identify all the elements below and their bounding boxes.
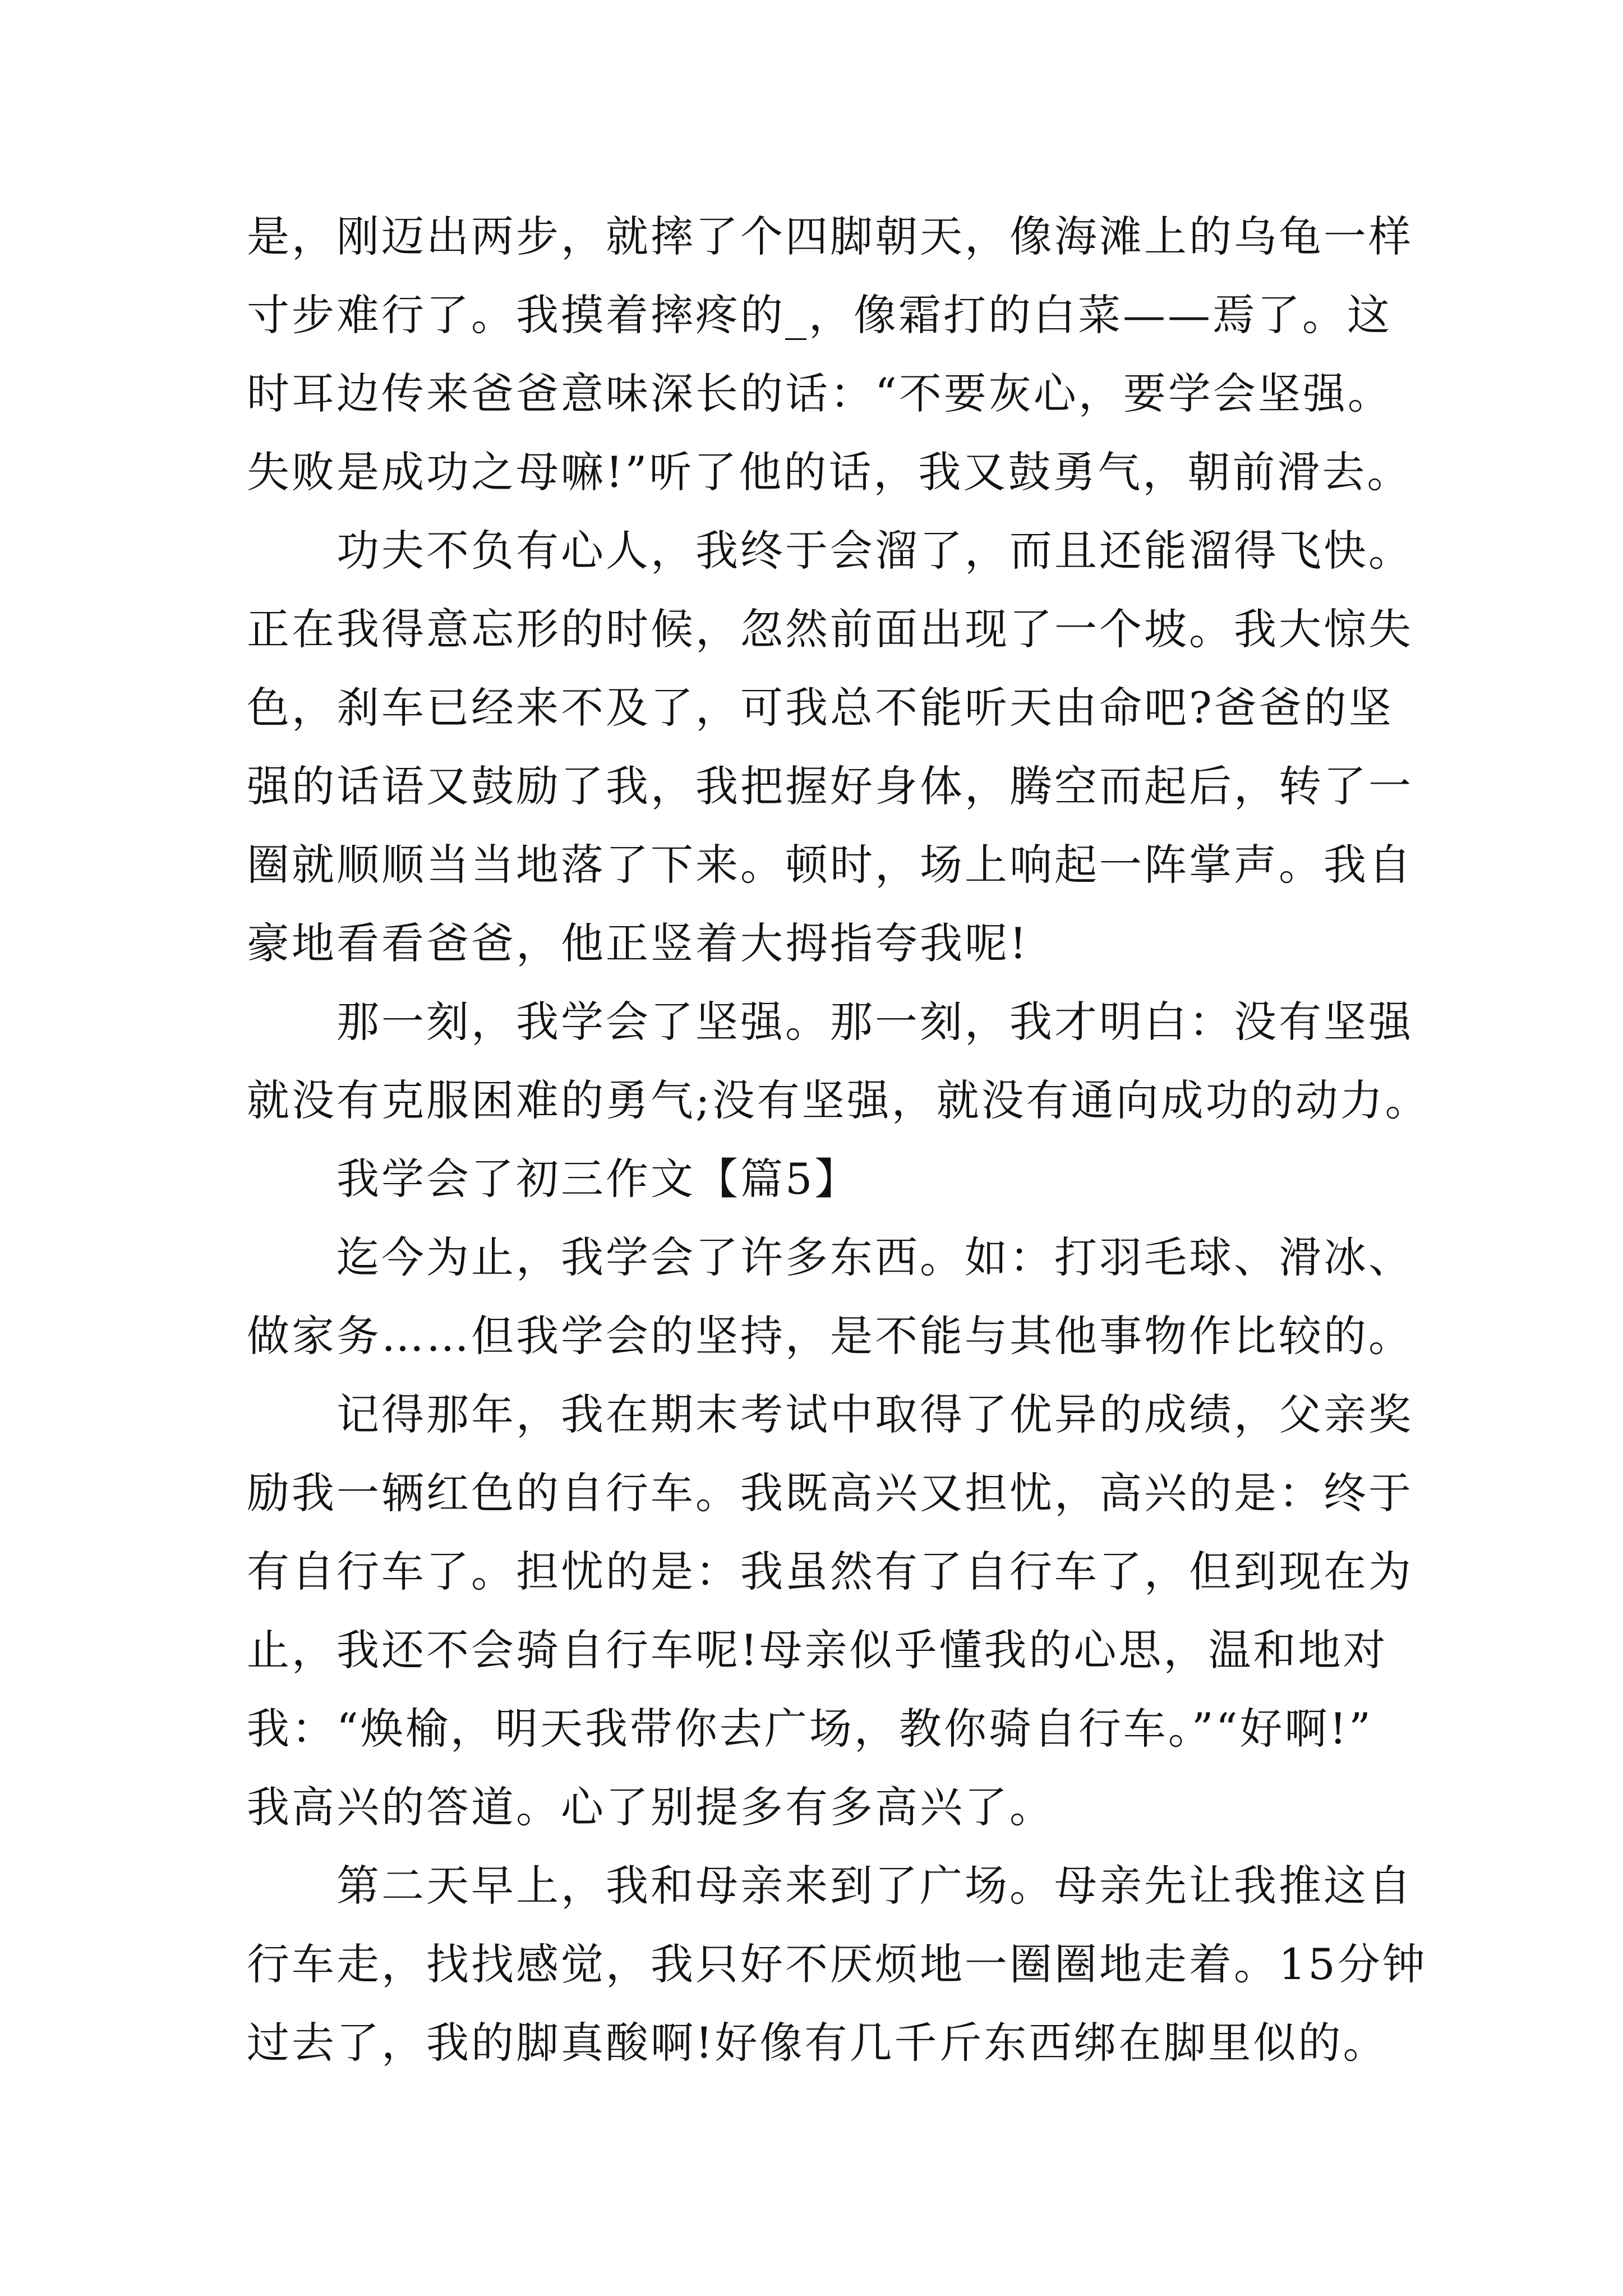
text-line: 行车走，找找感觉，我只好不厌烦地一圈圈地走着。15分钟 bbox=[247, 1939, 1427, 1989]
text-line: 正在我得意忘形的时候，忽然前面出现了一个坡。我大惊失 bbox=[247, 604, 1413, 654]
text-line: 励我一辆红色的自行车。我既高兴又担忧，高兴的是：终于 bbox=[247, 1468, 1413, 1518]
section-heading: 我学会了初三作文【篇5】 bbox=[336, 1154, 860, 1204]
paragraph-first-line: 第二天早上，我和母亲来到了广场。母亲先让我推这自 bbox=[336, 1861, 1413, 1911]
text-line: 做家务……但我学会的坚持，是不能与其他事物作比较的。 bbox=[247, 1311, 1413, 1361]
paragraph-first-line: 那一刻，我学会了坚强。那一刻，我才明白：没有坚强 bbox=[336, 997, 1413, 1047]
text-line: 有自行车了。担忧的是：我虽然有了自行车了，但到现在为 bbox=[247, 1547, 1413, 1596]
text-line: 圈就顺顺当当地落了下来。顿时，场上响起一阵掌声。我自 bbox=[247, 840, 1413, 890]
paragraph-first-line: 迄今为止，我学会了许多东西。如：打羽毛球、滑冰、 bbox=[336, 1232, 1413, 1282]
text-line: 过去了，我的脚真酸啊!好像有几千斤东西绑在脚里似的。 bbox=[247, 2018, 1388, 2068]
text-line: 我：“焕榆，明天我带你去广场，教你骑自行车。”“好啊!” bbox=[247, 1704, 1373, 1754]
text-line: 我高兴的答道。心了别提多有多高兴了。 bbox=[247, 1782, 1054, 1832]
text-line: 止，我还不会骑自行车呢!母亲似乎懂我的心思，温和地对 bbox=[247, 1625, 1388, 1675]
text-line: 寸步难行了。我摸着摔疼的_，像霜打的白菜——焉了。这 bbox=[247, 290, 1392, 340]
text-line: 色，刹车已经来不及了，可我总不能听天由命吧?爸爸的坚 bbox=[247, 683, 1394, 733]
text-line: 失败是成功之母嘛!”听了他的话，我又鼓勇气，朝前滑去。 bbox=[247, 447, 1412, 497]
text-line: 是，刚迈出两步，就摔了个四脚朝天，像海滩上的乌龟一样 bbox=[247, 211, 1413, 261]
text-line: 强的话语又鼓励了我，我把握好身体，腾空而起后，转了一 bbox=[247, 761, 1413, 811]
text-line: 豪地看看爸爸，他正竖着大拇指夸我呢! bbox=[247, 918, 1029, 968]
paragraph-first-line: 功夫不负有心人，我终于会溜了，而且还能溜得飞快。 bbox=[336, 526, 1413, 576]
paragraph-first-line: 记得那年，我在期末考试中取得了优异的成绩，父亲奖 bbox=[336, 1389, 1413, 1439]
text-line: 就没有克服困难的勇气;没有坚强，就没有通向成功的动力。 bbox=[247, 1075, 1430, 1125]
text-line: 时耳边传来爸爸意味深长的话：“不要灰心，要学会坚强。 bbox=[247, 369, 1393, 418]
